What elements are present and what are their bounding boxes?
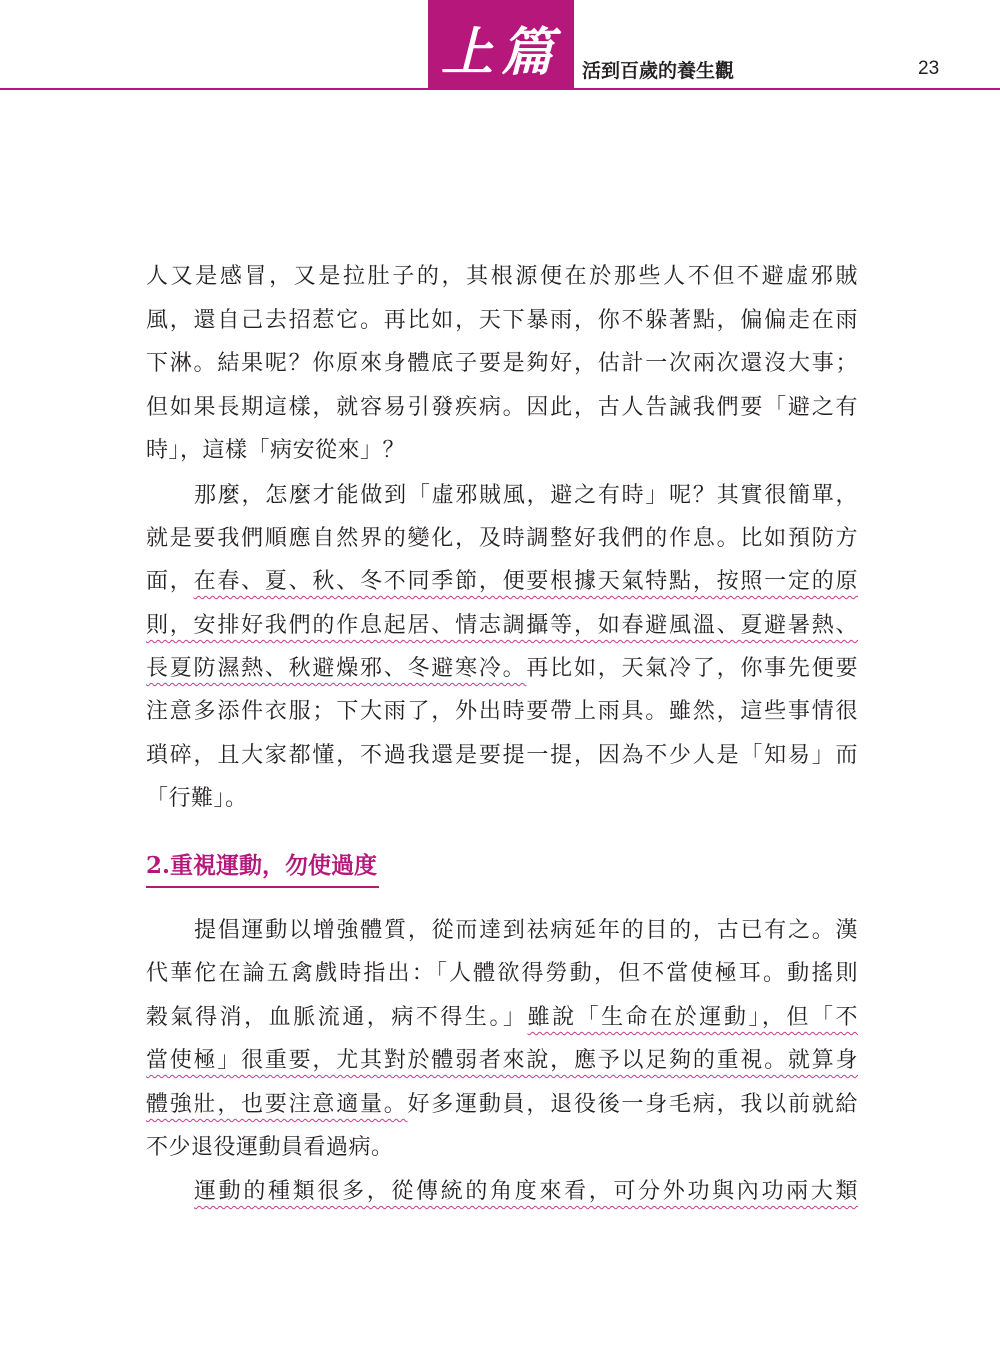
section-heading: 2.重視運動，勿使過度 [146,846,379,888]
chapter-tab: 上篇 [428,0,574,89]
paragraph-line: 注意多添件衣服；下大雨了，外出時要帶上雨具。雖然，這些事情很 [146,699,858,724]
paragraph-line: 不少退役運動員看過病。 [146,1135,394,1160]
paragraph-line: 人又是感冒，又是拉肚子的，其根源便在於那些人不但不避虛邪賊 [146,264,858,289]
paragraph-line: 時」，這樣「病安從來」？ [146,438,406,463]
paragraph-line [146,1039,858,1083]
wavy-underlined-text: 則，安排好我們的作息起居、情志調攝等，如春避風溫、夏避暑熱、 [146,613,858,638]
paragraph-line: 下淋。結果呢？你原來身體底子要是夠好，估計一次兩次還沒大事； [146,351,858,376]
wavy-underlined-text: 當使極」很重要，尤其對於體弱者來說，應予以足夠的重視。就算身 [146,1048,858,1073]
paragraph-line: 瑣碎，且大家都懂，不過我還是要提一提，因為不少人是「知易」而 [146,743,858,768]
paragraph-line: 風，還自己去招惹它。再比如，天下暴雨，你不躲著點，偏偏走在雨 [146,308,858,333]
paragraph-line [146,1083,858,1127]
text-plain: 好多運動員，退役後一身毛病，我以前就給 [407,1092,858,1117]
wavy-underlined-text: 雖說「生命在於運動」，但「不 [527,1005,858,1030]
paragraph-line [146,604,858,648]
book-title: 活到百歲的養生觀 [582,60,735,82]
paragraph-line [146,1170,858,1214]
paragraph-line: 代華佗在論五禽戲時指出：「人體欲得勞動，但不當使極耳。動搖則 [146,961,858,986]
wavy-underlined-text: 在春、夏、秋、冬不同季節，便要根據天氣特點，按照一定的原 [193,569,858,594]
paragraph-line [146,996,858,1040]
paragraph-line: 「行難」。 [146,786,248,811]
paragraph-line: 提倡運動以增強體質，從而達到祛病延年的目的，古已有之。漢 [194,918,858,943]
wavy-underlined-text: 體強壯，也要注意適量。 [146,1092,408,1117]
text-plain: 穀氣得消，血脈流通，病不得生。」 [146,1005,528,1030]
paragraph-line [146,560,858,604]
page-number: 23 [918,58,940,79]
paragraph-line: 但如果長期這樣，就容易引發疾病。因此，古人告誡我們要「避之有 [146,395,858,420]
wavy-underlined-text: 運動的種類很多，從傳統的角度來看，可分外功與內功兩大類 [194,1179,858,1204]
paragraph-line: 就是要我們順應自然界的變化，及時調整好我們的作息。比如預防方 [146,526,858,551]
text-plain: 面， [146,569,194,594]
wavy-underlined-text: 長夏防濕熱、秋避燥邪、冬避寒冷。 [146,656,527,681]
paragraph-line [146,647,858,691]
paragraph-line: 那麼，怎麼才能做到「虛邪賊風，避之有時」呢？其實很簡單， [194,483,858,508]
text-plain: 再比如，天氣冷了，你事先便要 [526,656,858,681]
